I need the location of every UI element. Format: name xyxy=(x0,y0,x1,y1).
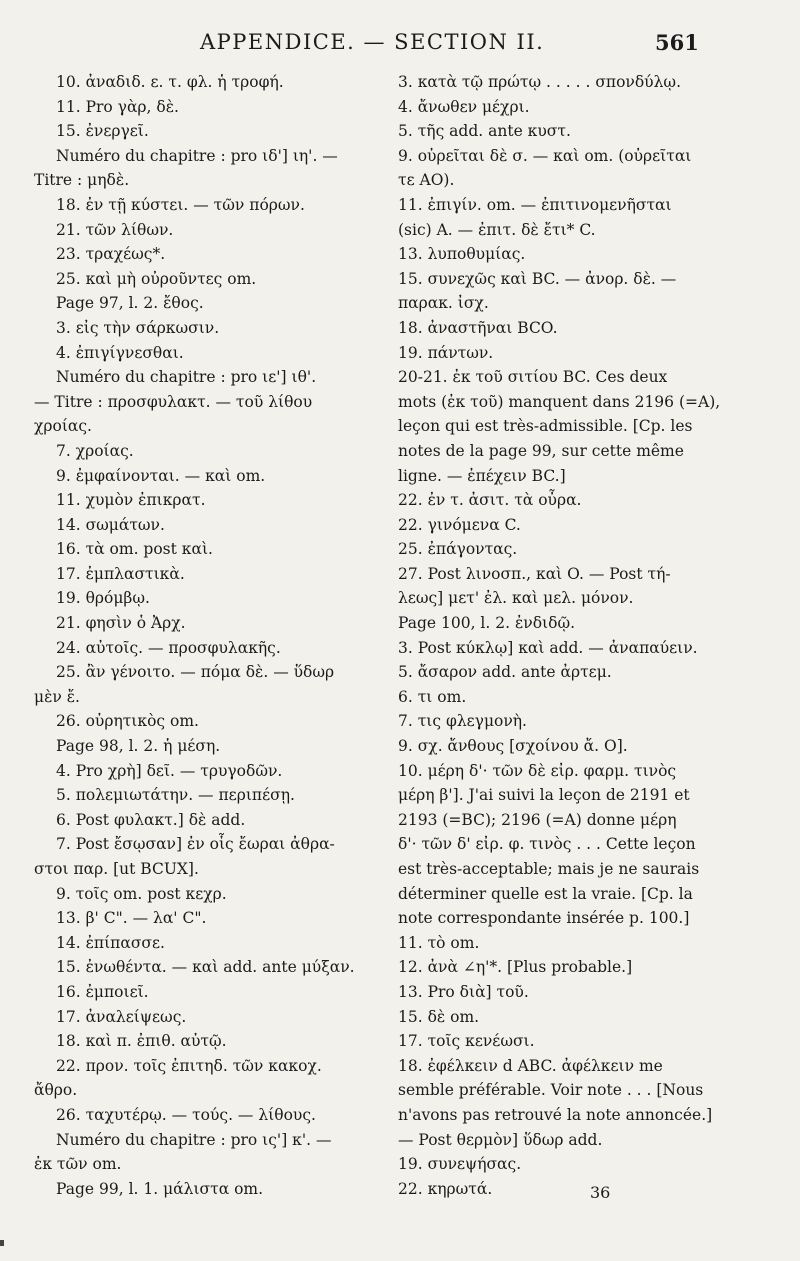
text-line: 13. Pro διὰ] τοῦ. xyxy=(398,982,529,1001)
text-line: Page 97, l. 2. ἔθος. xyxy=(56,294,204,313)
page-number: 561 xyxy=(655,30,699,55)
text-line: 9. σχ. ἄνθους [σχοίνου ἄ. O]. xyxy=(398,737,628,756)
page-title: APPENDICE. — SECTION II. xyxy=(200,30,545,54)
text-line: notes de la page 99, sur cette même xyxy=(398,441,684,460)
text-line: 24. αὐτοῖς. — προσφυλακῆς. xyxy=(56,638,281,657)
text-line: 25. καὶ μὴ οὐροῦντες om. xyxy=(56,269,257,288)
text-line: ἐκ τῶν om. xyxy=(34,1155,122,1174)
text-line: λεως] μετ' ἐλ. καὶ μελ. μόνον. xyxy=(398,589,634,608)
text-line: 26. ταχυτέρῳ. — τούς. — λίθους. xyxy=(56,1105,316,1124)
text-line: 19. πάντων. xyxy=(398,343,494,362)
text-line: 11. ἐπιγίν. om. — ἐπιτινομενῆσται xyxy=(398,195,672,214)
text-line: 27. Post λινοσπ., καὶ O. — Post τή- xyxy=(398,564,671,583)
text-line: leçon qui est très-admissible. [Cp. les xyxy=(398,417,693,436)
text-line: 25. ἂν γένοιτο. — πόμα δὲ. — ὕδωρ xyxy=(56,663,335,682)
text-line: semble préférable. Voir note . . . [Nous xyxy=(398,1081,704,1100)
text-line: 15. ἐνεργεῖ. xyxy=(56,122,149,141)
text-line: 10. μέρη δ'· τῶν δὲ εἰρ. φαρμ. τινὸς xyxy=(398,761,677,780)
text-line: 9. τοῖς om. post κεχρ. xyxy=(56,884,227,903)
text-line: 4. ἐπιγίγνεσθαι. xyxy=(56,343,184,362)
text-line: 3. κατὰ τῷ πρώτῳ . . . . . σπονδύλῳ. xyxy=(398,73,681,91)
text-line: 16. ἐμποιεῖ. xyxy=(56,982,149,1001)
text-line: note correspondante insérée p. 100.] xyxy=(398,909,690,928)
text-line: 5. ἄσαρον add. ante ἀρτεμ. xyxy=(398,663,612,682)
text-line: 11. χυμὸν ἐπικρατ. xyxy=(56,491,206,510)
text-line: 21. φησὶν ὁ Ἀρχ. xyxy=(56,614,186,633)
text-line: Numéro du chapitre : pro ιδ'] ιη'. — xyxy=(56,146,338,165)
text-line: παρακ. ἰσχ. xyxy=(398,294,489,313)
text-line: 14. σωμάτων. xyxy=(56,515,165,534)
running-head xyxy=(0,30,800,64)
text-line: 17. τοῖς κενέωσι. xyxy=(398,1032,535,1051)
text-line: χροίας. xyxy=(34,417,92,436)
text-line: 18. ἐφέλκειν d ABC. ἀφέλκειν me xyxy=(398,1056,663,1075)
text-line: (sic) A. — ἐπιτ. δὲ ἔτι* C. xyxy=(398,220,596,239)
text-line: déterminer quelle est la vraie. [Cp. la xyxy=(398,884,693,903)
text-line: 19. θρόμβῳ. xyxy=(56,589,150,608)
text-line: δ'· τῶν δ' εἰρ. φ. τινὸς . . . Cette leçon xyxy=(398,835,696,854)
text-line: τε AO). xyxy=(398,171,455,190)
text-line: 2193 (=BC); 2196 (=A) donne μέρη xyxy=(398,810,677,829)
text-line: στοι παρ. [ut BCUX]. xyxy=(34,860,199,878)
text-line: 13. λυποθυμίας. xyxy=(398,245,526,264)
text-line: 17. ἀναλείψεως. xyxy=(56,1007,187,1026)
text-line: 18. ἀναστῆναι BCO. xyxy=(398,318,558,337)
text-line: 4. ἄνωθεν μέχρι. xyxy=(398,97,530,116)
text-line: 7. Post ἔσῳσαν] ἐν οἷς ἔωραι ἀθρα- xyxy=(56,835,335,854)
text-line: 21. τῶν λίθων. xyxy=(56,220,174,239)
text-line: — Post θερμὸν] ὕδωρ add. xyxy=(398,1130,603,1149)
text-line: 12. ἀνὰ ∠η'*. [Plus probable.] xyxy=(398,958,633,977)
text-line: 3. Post κύκλῳ] καὶ add. — ἀναπαύειν. xyxy=(398,638,698,657)
text-line: 6. Post φυλακτ.] δὲ add. xyxy=(56,810,246,829)
text-line: ἄθρο. xyxy=(34,1081,78,1100)
text-line: Page 99, l. 1. μάλιστα om. xyxy=(56,1179,264,1198)
text-line: 15. δὲ om. xyxy=(398,1007,480,1026)
text-line: 9. οὐρεῖται δὲ σ. — καὶ om. (οὐρεῖται xyxy=(398,146,692,165)
text-line: 5. τῆς add. ante κυστ. xyxy=(398,122,571,141)
text-line: 10. ἀναδιδ. ε. τ. φλ. ἡ τροφή. xyxy=(56,73,284,91)
text-line: mots (ἐκ τοῦ) manquent dans 2196 (=A), xyxy=(398,392,721,411)
text-line: 25. ἐπάγοντας. xyxy=(398,540,518,559)
text-line: 15. συνεχῶς καὶ BC. — ἀνορ. δὲ. — xyxy=(398,269,677,288)
text-line: Page 100, l. 2. ἐνδιδῷ. xyxy=(398,614,576,633)
text-line: 11. τὸ om. xyxy=(398,933,480,952)
text-line: 22. κηρωτά. xyxy=(398,1179,493,1198)
text-line: est très-acceptable; mais je ne saurais xyxy=(398,860,700,878)
text-line: 22. προν. τοῖς ἐπιτηδ. τῶν κακοχ. xyxy=(56,1056,322,1075)
text-line: 22. ἐν τ. ἀσιτ. τὰ οὖρα. xyxy=(398,491,582,510)
text-line: 5. πολεμιωτάτην. — περιπέσῃ. xyxy=(56,786,295,805)
text-line: 3. εἰς τὴν σάρκωσιν. xyxy=(56,318,220,337)
text-line: μὲν ἔ. xyxy=(34,687,80,706)
text-line: Page 98, l. 2. ἡ μέση. xyxy=(56,737,221,756)
text-line: 14. ἐπίπασσε. xyxy=(56,933,165,952)
signature-mark: 36 xyxy=(590,1183,611,1202)
text-line: 18. καὶ π. ἐπιθ. αὐτῷ. xyxy=(56,1032,227,1051)
text-line: 6. τι om. xyxy=(398,687,467,706)
text-line: 4. Pro χρὴ] δεῖ. — τρυγοδῶν. xyxy=(56,761,283,780)
text-line: 26. οὐρητικὸς om. xyxy=(56,712,199,731)
text-line: 15. ἐνωθέντα. — καὶ add. ante μύξαν. xyxy=(56,958,355,977)
text-line: 7. χροίας. xyxy=(56,441,134,460)
text-line: 23. τραχέως*. xyxy=(56,245,166,264)
text-line: 13. β' C". — λα' C". xyxy=(56,909,207,928)
left-column xyxy=(34,70,384,1201)
text-line: Numéro du chapitre : pro ιε'] ιθ'. xyxy=(56,368,317,387)
text-line: Titre : μηδὲ. xyxy=(34,171,130,190)
text-line: 19. συνεψήσας. xyxy=(398,1155,522,1174)
margin-mark xyxy=(0,1240,4,1246)
text-line: 17. ἐμπλαστικὰ. xyxy=(56,564,185,583)
text-line: 20-21. ἐκ τοῦ σιτίου BC. Ces deux xyxy=(398,368,668,387)
text-line: 16. τὰ om. post καὶ. xyxy=(56,540,213,559)
text-line: Numéro du chapitre : pro ις'] κ'. — xyxy=(56,1130,332,1149)
text-line: 22. γινόμενα C. xyxy=(398,515,521,534)
text-line: — Titre : προσφυλακτ. — τοῦ λίθου xyxy=(34,392,313,411)
text-line: 11. Pro γὰρ, δὲ. xyxy=(56,97,179,116)
right-column xyxy=(398,70,770,1201)
text-line: 7. τις φλεγμονὴ. xyxy=(398,712,527,731)
text-line: μέρη β']. J'ai suivi la leçon de 2191 et xyxy=(398,786,690,805)
text-line: 9. ἐμφαίνονται. — καὶ om. xyxy=(56,466,266,485)
text-line: n'avons pas retrouvé la note annoncée.] xyxy=(398,1105,713,1124)
text-line: 18. ἐν τῇ κύστει. — τῶν πόρων. xyxy=(56,195,305,214)
text-line: ligne. — ἐπέχειν BC.] xyxy=(398,466,566,485)
